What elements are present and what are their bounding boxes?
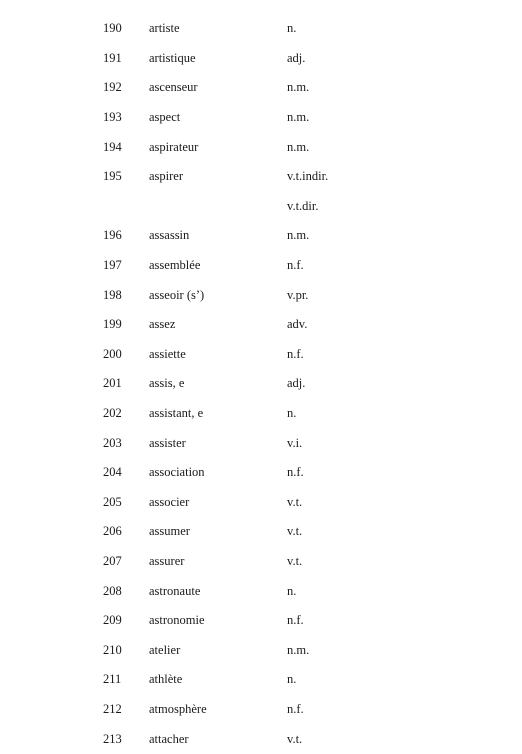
- entry-part-of-speech: v.t.: [287, 554, 303, 568]
- entry-number: 203: [103, 436, 122, 450]
- vocab-row: [0, 521, 522, 541]
- entry-word: assez: [149, 317, 176, 331]
- entry-word: assemblée: [149, 258, 201, 272]
- entry-part-of-speech: n.: [287, 406, 297, 420]
- entry-number: 190: [103, 21, 122, 35]
- vocab-row: [0, 344, 522, 364]
- entry-word: astronomie: [149, 613, 205, 627]
- entry-part-of-speech: adj.: [287, 376, 306, 390]
- entry-part-of-speech: adj.: [287, 51, 306, 65]
- entry-part-of-speech: v.t.dir.: [287, 199, 319, 213]
- entry-word: assassin: [149, 228, 190, 242]
- vocab-row: [0, 699, 522, 719]
- entry-number: 191: [103, 51, 122, 65]
- entry-number: 206: [103, 524, 122, 538]
- entry-part-of-speech: v.i.: [287, 436, 303, 450]
- entry-number: 208: [103, 584, 122, 598]
- entry-part-of-speech: v.t.: [287, 732, 303, 746]
- entry-number: 210: [103, 643, 122, 657]
- entry-word: aspirateur: [149, 140, 199, 154]
- entry-word: assis, e: [149, 376, 185, 390]
- entry-part-of-speech: n.: [287, 672, 297, 686]
- vocab-row: [0, 166, 522, 186]
- entry-part-of-speech: v.t.: [287, 495, 303, 509]
- vocab-row: [0, 137, 522, 157]
- vocab-row: [0, 610, 522, 630]
- vocab-row: [0, 669, 522, 689]
- entry-part-of-speech: n.m.: [287, 140, 310, 154]
- vocab-row: [0, 640, 522, 660]
- vocab-row: [0, 373, 522, 393]
- entry-part-of-speech: v.pr.: [287, 288, 309, 302]
- entry-number: 199: [103, 317, 122, 331]
- entry-word: assistant, e: [149, 406, 204, 420]
- entry-part-of-speech: n.f.: [287, 702, 304, 716]
- entry-word: assister: [149, 436, 186, 450]
- entry-word: atelier: [149, 643, 181, 657]
- entry-word: aspirer: [149, 169, 184, 183]
- entry-number: 192: [103, 80, 122, 94]
- vocab-row: [0, 18, 522, 38]
- entry-word: associer: [149, 495, 190, 509]
- entry-word: association: [149, 465, 205, 479]
- vocab-row: [0, 462, 522, 482]
- entry-number: 202: [103, 406, 122, 420]
- entry-word: atmosphère: [149, 702, 207, 716]
- entry-number: 193: [103, 110, 122, 124]
- entry-number: 196: [103, 228, 122, 242]
- entry-number: 194: [103, 140, 122, 154]
- entry-part-of-speech: n.f.: [287, 613, 304, 627]
- entry-number: 211: [103, 672, 122, 686]
- entry-word: attacher: [149, 732, 189, 746]
- entry-number: 200: [103, 347, 122, 361]
- vocab-row: [0, 433, 522, 453]
- entry-part-of-speech: n.m.: [287, 80, 310, 94]
- entry-word: athlète: [149, 672, 183, 686]
- vocab-row: [0, 77, 522, 97]
- entry-number: 201: [103, 376, 122, 390]
- entry-number: 195: [103, 169, 122, 183]
- entry-word: assurer: [149, 554, 185, 568]
- entry-number: 209: [103, 613, 122, 627]
- vocab-row: [0, 403, 522, 423]
- entry-part-of-speech: n.f.: [287, 258, 304, 272]
- vocab-row: [0, 196, 522, 216]
- entry-word: asseoir (s’): [149, 288, 205, 302]
- vocab-row: [0, 492, 522, 512]
- vocab-row: [0, 551, 522, 571]
- entry-word: ascenseur: [149, 80, 198, 94]
- entry-number: 205: [103, 495, 122, 509]
- entry-word: artiste: [149, 21, 180, 35]
- entry-word: assumer: [149, 524, 190, 538]
- entry-number: 204: [103, 465, 122, 479]
- entry-part-of-speech: n.: [287, 21, 297, 35]
- entry-number: 213: [103, 732, 122, 746]
- vocab-row: [0, 285, 522, 305]
- entry-number: 197: [103, 258, 122, 272]
- entry-part-of-speech: v.t.indir.: [287, 169, 329, 183]
- vocab-row: [0, 107, 522, 127]
- vocab-row: [0, 48, 522, 68]
- vocab-row: [0, 314, 522, 334]
- entry-part-of-speech: n.m.: [287, 643, 310, 657]
- entry-word: artistique: [149, 51, 196, 65]
- entry-word: assiette: [149, 347, 186, 361]
- entry-part-of-speech: n.f.: [287, 347, 304, 361]
- vocab-row: [0, 255, 522, 275]
- vocab-row: [0, 581, 522, 601]
- vocab-row: [0, 225, 522, 245]
- entry-part-of-speech: n.: [287, 584, 297, 598]
- entry-number: 207: [103, 554, 122, 568]
- entry-number: 198: [103, 288, 122, 302]
- entry-part-of-speech: n.m.: [287, 110, 310, 124]
- entry-part-of-speech: n.f.: [287, 465, 304, 479]
- entry-part-of-speech: n.m.: [287, 228, 310, 242]
- entry-word: astronaute: [149, 584, 201, 598]
- entry-part-of-speech: adv.: [287, 317, 308, 331]
- entry-number: 212: [103, 702, 122, 716]
- entry-word: aspect: [149, 110, 181, 124]
- entry-part-of-speech: v.t.: [287, 524, 303, 538]
- vocab-row: [0, 729, 522, 749]
